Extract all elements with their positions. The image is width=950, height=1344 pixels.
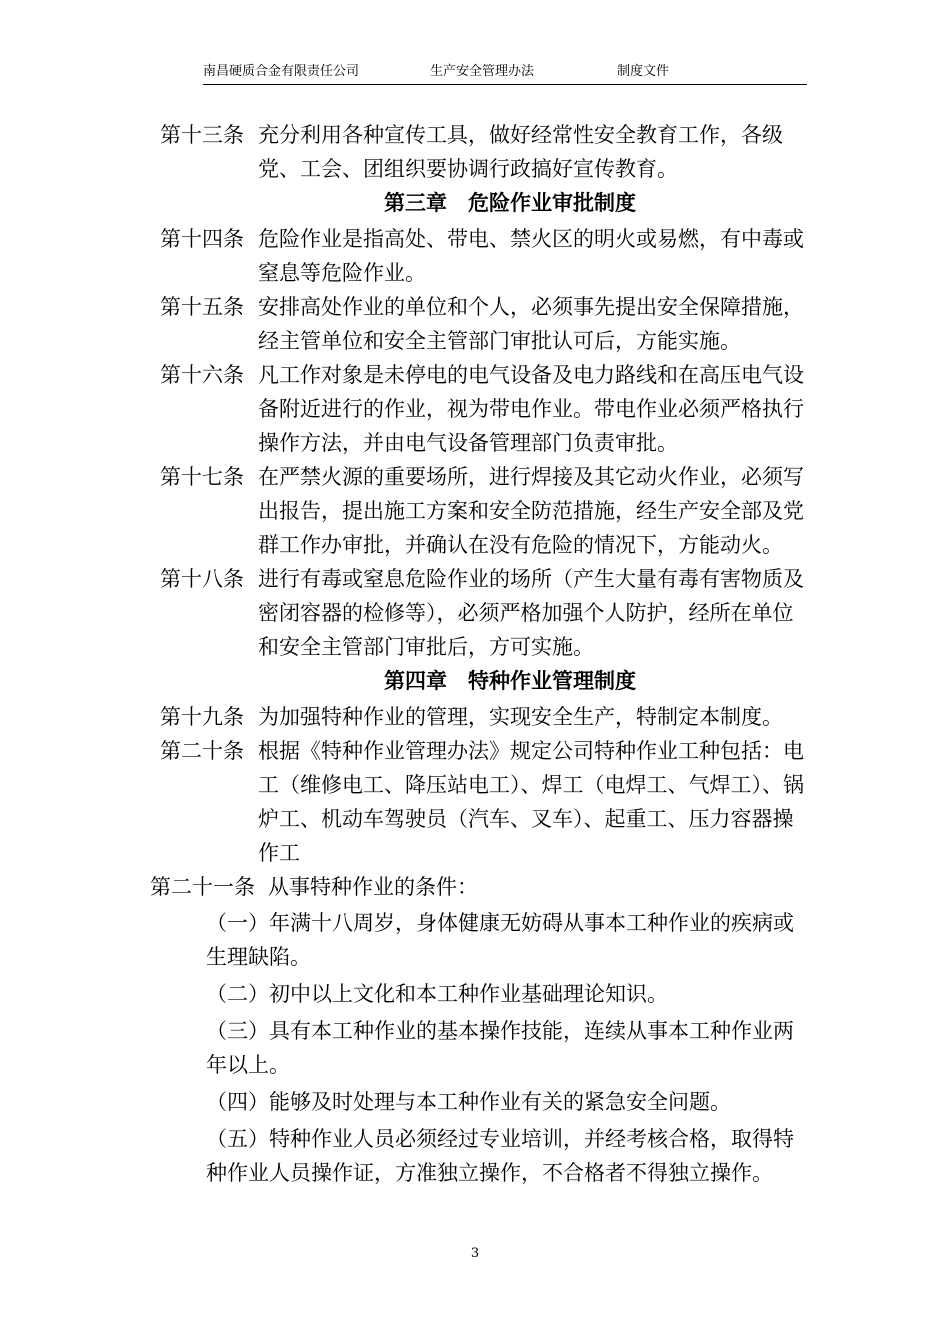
article-number: 第二十条 — [160, 739, 244, 763]
article-text: 为加强特种作业的管理，实现安全生产，特制定本制度。 — [258, 705, 783, 729]
article-text: 在严禁火源的重要场所，进行焊接及其它动火作业，必须写出报告，提出施工方案和安全防范措施，经生产安全部及党群工作办审批，并确认在没有危险的情况下，方能动火。 — [258, 465, 804, 557]
article-15 — [150, 290, 810, 358]
article-number: 第十六条 — [160, 363, 244, 387]
article-20 — [150, 734, 810, 870]
header-doc-type: 制度文件 — [617, 64, 670, 79]
condition-2: （二）初中以上文化和本工种作业基础理论知识。 — [206, 982, 668, 1006]
article-text: 凡工作对象是未停电的电气设备及电力路线和在高压电气设备附近进行的作业，视为带电作业。带电作业必须严格执行操作方法，并由电气设备管理部门负责审批。 — [258, 363, 804, 455]
chapter-3-title: 第三章 危险作业审批制度 — [384, 190, 636, 215]
article-number: 第十三条 — [160, 123, 244, 147]
article-text: 根据《特种作业管理办法》规定公司特种作业工种包括：电工（维修电工、降压站电工）、焊工（电焊工、气焊工）、锅炉工、机动车驾驶员（汽车、叉车）、起重工、压力容器操作工 — [258, 739, 804, 865]
article-number: 第十四条 — [160, 227, 244, 251]
article-text: 充分利用各种宣传工具，做好经常性安全教育工作，各级党、工会、团组织要协调行政搞好宣传教育。 — [258, 123, 783, 181]
condition-5: （五）特种作业人员必须经过专业培训，并经考核合格，取得特种作业人员操作证，方准独立操作，不合格者不得独立操作。 — [206, 1127, 794, 1185]
article-17 — [150, 460, 810, 562]
article-number: 第十九条 — [160, 705, 244, 729]
article-16 — [150, 358, 810, 460]
page-header — [203, 62, 807, 85]
article-13 — [150, 118, 810, 186]
article-21 — [150, 870, 810, 904]
header-doc-title: 生产安全管理办法 — [430, 64, 535, 79]
document-body — [150, 118, 810, 1193]
article-text: 进行有毒或窒息危险作业的场所（产生大量有毒有害物质及密闭容器的检修等），必须严格加强个人防护，经所在单位和安全主管部门审批后，方可实施。 — [258, 567, 804, 659]
article-text: 危险作业是指高处、带电、禁火区的明火或易燃，有中毒或窒息等危险作业。 — [258, 227, 804, 285]
article-text: 安排高处作业的单位和个人，必须事先提出安全保障措施，经主管单位和安全主管部门审批认可后，方能实施。 — [258, 295, 804, 353]
condition-3: （三）具有本工种作业的基本操作技能，连续从事本工种作业两年以上。 — [206, 1019, 794, 1077]
article-18 — [150, 562, 810, 664]
article-number: 第二十一条 — [150, 875, 255, 899]
chapter-4-title: 第四章 特种作业管理制度 — [384, 668, 636, 693]
header-company: 南昌硬质合金有限责任公司 — [203, 64, 360, 79]
article-text: 从事特种作业的条件： — [268, 875, 478, 899]
article-14 — [150, 222, 810, 290]
condition-1: （一）年满十八周岁，身体健康无妨碍从事本工种作业的疾病或生理缺陷。 — [206, 911, 794, 969]
article-number: 第十七条 — [160, 465, 244, 489]
page-number: 3 — [470, 1246, 480, 1261]
article-number: 第十五条 — [160, 295, 244, 319]
article-19 — [150, 700, 810, 734]
article-number: 第十八条 — [160, 567, 244, 591]
condition-4: （四）能够及时处理与本工种作业有关的紧急安全问题。 — [206, 1090, 731, 1114]
